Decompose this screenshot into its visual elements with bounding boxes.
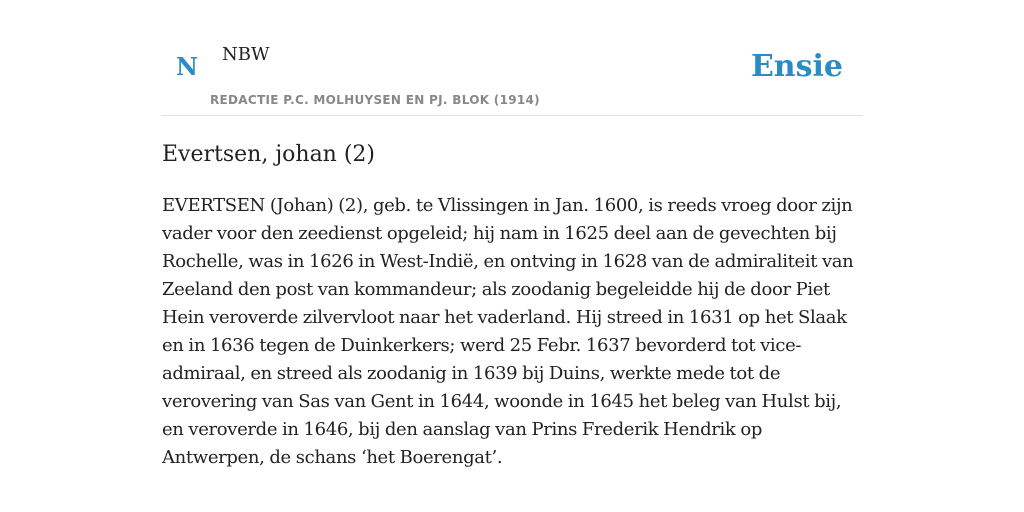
source-name[interactable]: NBW (222, 44, 270, 65)
entry-card (162, 0, 862, 512)
source-header (162, 0, 862, 116)
brand-logo[interactable]: Ensie (750, 49, 843, 84)
source-subtitle: REDACTIE P.C. MOLHUYSEN EN PJ. BLOK (1914) (210, 93, 540, 107)
entry-body: EVERTSEN (Johan) (2), geb. te Vlissingen in Jan. 1600, is reeds vroeg door zijn vader voor den zeedienst opgeleid; hij nam in 1625 deel aan de gevechten bij Rochelle, was in 1626 in West-Indië, en ontving in 1628 van de admiraliteit van Zeeland den post van kommandeur; als zoodanig begeleidde hij de door Piet Hein veroverde zilvervloot naar het vaderland. Hij streed in 1631 op het Slaak en in 1636 tegen de Duinkerkers; werd 25 Febr. 1637 bevorderd tot vice-admiraal, en streed als zoodanig in 1639 bij Duins, werkte mede tot de verovering van Sas van Gent in 1644, woonde in 1645 het beleg van Hulst bij, en veroverde in 1646, bij den aanslag van Prins Frederik Hendrik op Antwerpen, de schans ‘het Boerengat’. (162, 195, 854, 468)
source-logo[interactable]: N (176, 52, 198, 81)
entry-title: Evertsen, johan (2) (162, 142, 376, 167)
